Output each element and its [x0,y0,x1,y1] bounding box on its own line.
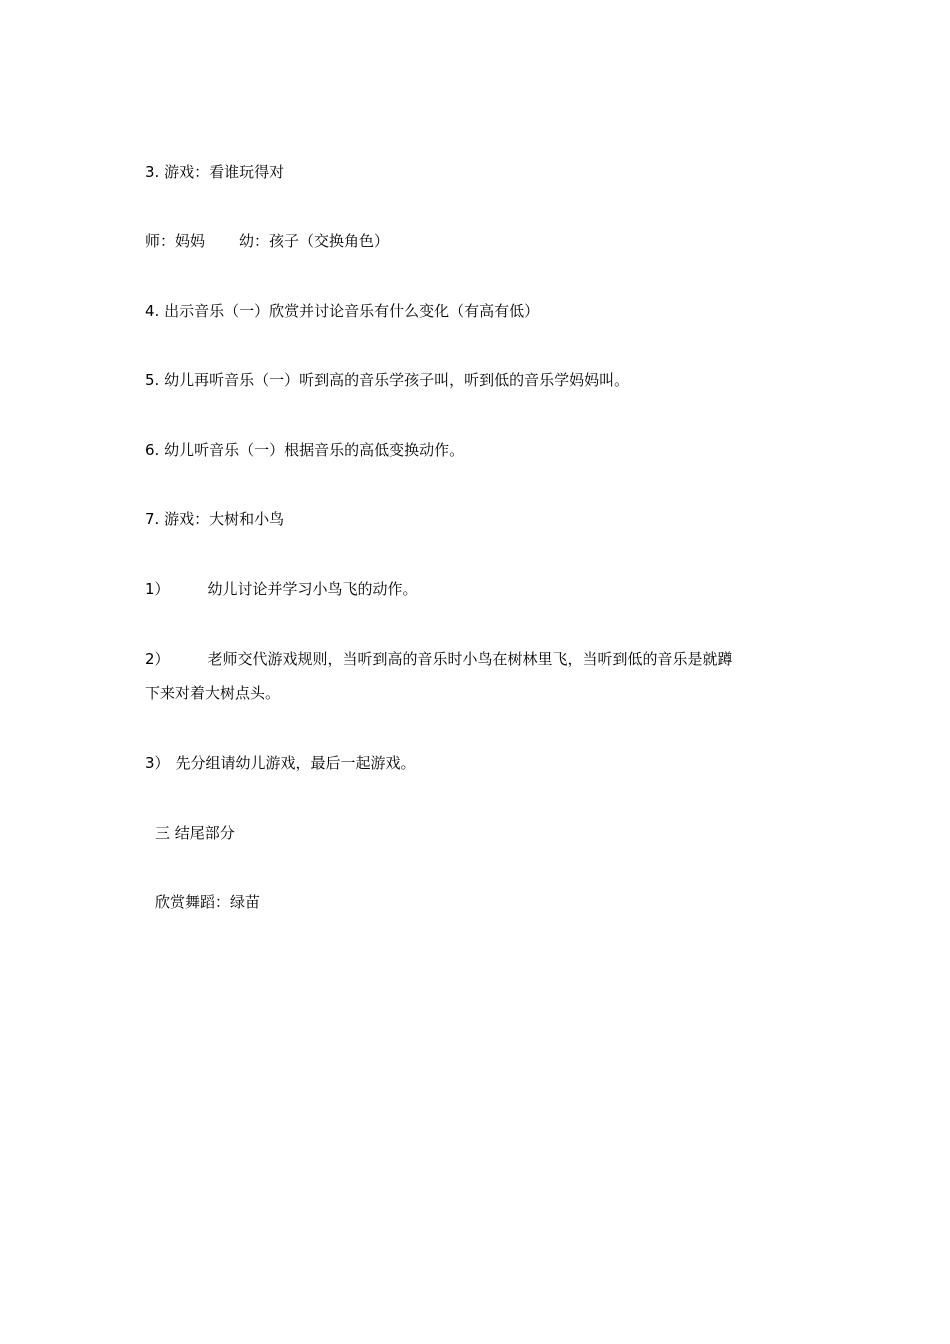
section-heading-text: 三 结尾部分 [155,824,235,842]
paragraph-dance [155,892,815,912]
paragraph-text: 4. 出示音乐（一）欣赏并讨论音乐有什么变化（有高有低） [145,302,540,320]
sub-item-marker: 1） [145,580,170,598]
paragraph-step-3 [145,162,805,182]
sub-item-marker: 2） [145,650,170,668]
paragraph-step-5 [145,370,805,390]
sub-item-text: 先分组请幼儿游戏，最后一起游戏。 [175,754,416,772]
sub-item-1 [145,579,805,599]
paragraph-text: 3. 游戏：看谁玩得对 [145,163,285,181]
role-child: 幼：孩子（交换角色） [239,232,390,250]
sub-item-text: 幼儿讨论并学习小鸟飞的动作。 [207,580,418,598]
paragraph-roles [145,231,805,251]
section-heading-closing [155,823,815,843]
sub-item-3 [145,753,805,773]
paragraph-step-6 [145,440,805,460]
role-teacher: 师：妈妈 [145,232,206,250]
paragraph-text: 欣赏舞蹈：绿苗 [155,893,261,911]
sub-item-continuation: 下来对着大树点头。 [145,684,281,702]
paragraph-text: 5. 幼儿再听音乐（一）听到高的音乐学孩子叫，听到低的音乐学妈妈叫。 [145,371,630,389]
sub-item-text: 老师交代游戏规则，当听到高的音乐时小鸟在树林里飞，当听到低的音乐是就蹲 [207,650,733,668]
paragraph-text: 7. 游戏：大树和小鸟 [145,510,285,528]
sub-item-marker: 3） [145,754,170,772]
paragraph-text: 6. 幼儿听音乐（一）根据音乐的高低变换动作。 [145,441,465,459]
sub-item-2 [145,649,805,703]
paragraph-step-4 [145,301,805,321]
paragraph-step-7 [145,509,805,529]
